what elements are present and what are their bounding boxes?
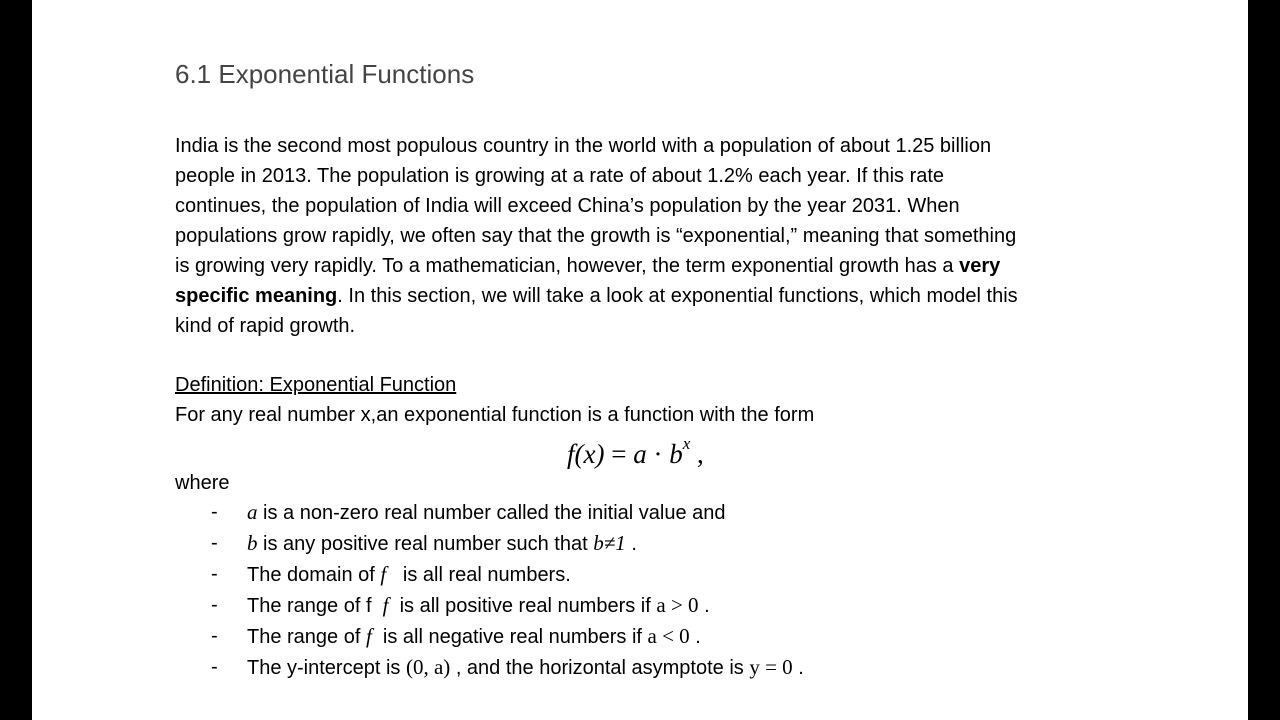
math-var: a — [247, 500, 258, 524]
math-expr: (0, a) — [405, 655, 451, 679]
bullet-text: The domain of f is all real numbers. — [247, 562, 571, 586]
where-label: where — [175, 472, 230, 494]
math-var: f — [382, 593, 389, 617]
formula-equals: = — [604, 439, 634, 469]
intro-line: people in 2013. The population is growing at a rate of about 1.2% each year. If this rate — [175, 165, 945, 187]
intro-line: India is the second most populous country in the world with a population of about 1.25 billion — [175, 135, 992, 157]
math-var: f — [380, 562, 387, 586]
definition-text: For any real number x,an exponential function is a function with the form — [175, 404, 815, 426]
section-title: 6.1 Exponential Functions — [175, 59, 475, 89]
math-var: b — [247, 531, 258, 555]
dash-bullet-icon: - — [211, 625, 218, 647]
intro-paragraph — [175, 131, 1115, 341]
emphasis-text: specific meaning — [175, 285, 338, 307]
math-var: f — [365, 624, 372, 648]
intro-text: . In this section, we will take a look at exponential functions, which model this — [337, 285, 1018, 307]
formula-lhs: f(x) — [567, 439, 605, 469]
intro-line: populations grow rapidly, we often say that the growth is “exponential,” meaning that something — [175, 225, 1017, 247]
formula-dot: · — [646, 439, 670, 469]
dash-bullet-icon: - — [211, 563, 218, 585]
document-page — [32, 0, 1248, 720]
dash-bullet-icon: - — [211, 501, 218, 523]
intro-line — [175, 251, 1115, 281]
formula-a: a — [633, 439, 647, 469]
emphasis-text: very — [959, 255, 1001, 277]
intro-line — [175, 281, 1115, 311]
bullet-text: a is a non-zero real number called the initial value and — [247, 500, 726, 524]
dash-bullet-icon: - — [211, 532, 218, 554]
exponential-formula — [567, 430, 704, 472]
intro-text: is growing very rapidly. To a mathematician, however, the term exponential growth has a — [175, 255, 960, 277]
bullet-text: The range of f is all negative real numbers if a < 0 . — [247, 624, 701, 648]
intro-line: kind of rapid growth. — [175, 315, 356, 337]
formula-base: b — [669, 439, 683, 469]
bullet-text: The range of f f is all positive real numbers if a > 0 . — [247, 593, 710, 617]
math-expr: y = 0 — [749, 655, 793, 679]
dash-bullet-icon: - — [211, 594, 218, 616]
math-expr: a > 0 — [656, 593, 699, 617]
dash-bullet-icon: - — [211, 656, 218, 678]
definition-heading: Definition: Exponential Function — [175, 374, 457, 396]
bullet-text: The y-intercept is (0, a) , and the horizontal asymptote is y = 0 . — [247, 655, 804, 679]
formula-trail: , — [690, 439, 704, 469]
bullet-text: b is any positive real number such that b≠1 . — [247, 531, 637, 555]
math-expr: b≠1 — [593, 531, 626, 555]
math-expr: a < 0 — [647, 624, 690, 648]
formula-exponent: x — [682, 434, 691, 453]
intro-line: continues, the population of India will exceed China’s population by the year 2031. When — [175, 195, 960, 217]
